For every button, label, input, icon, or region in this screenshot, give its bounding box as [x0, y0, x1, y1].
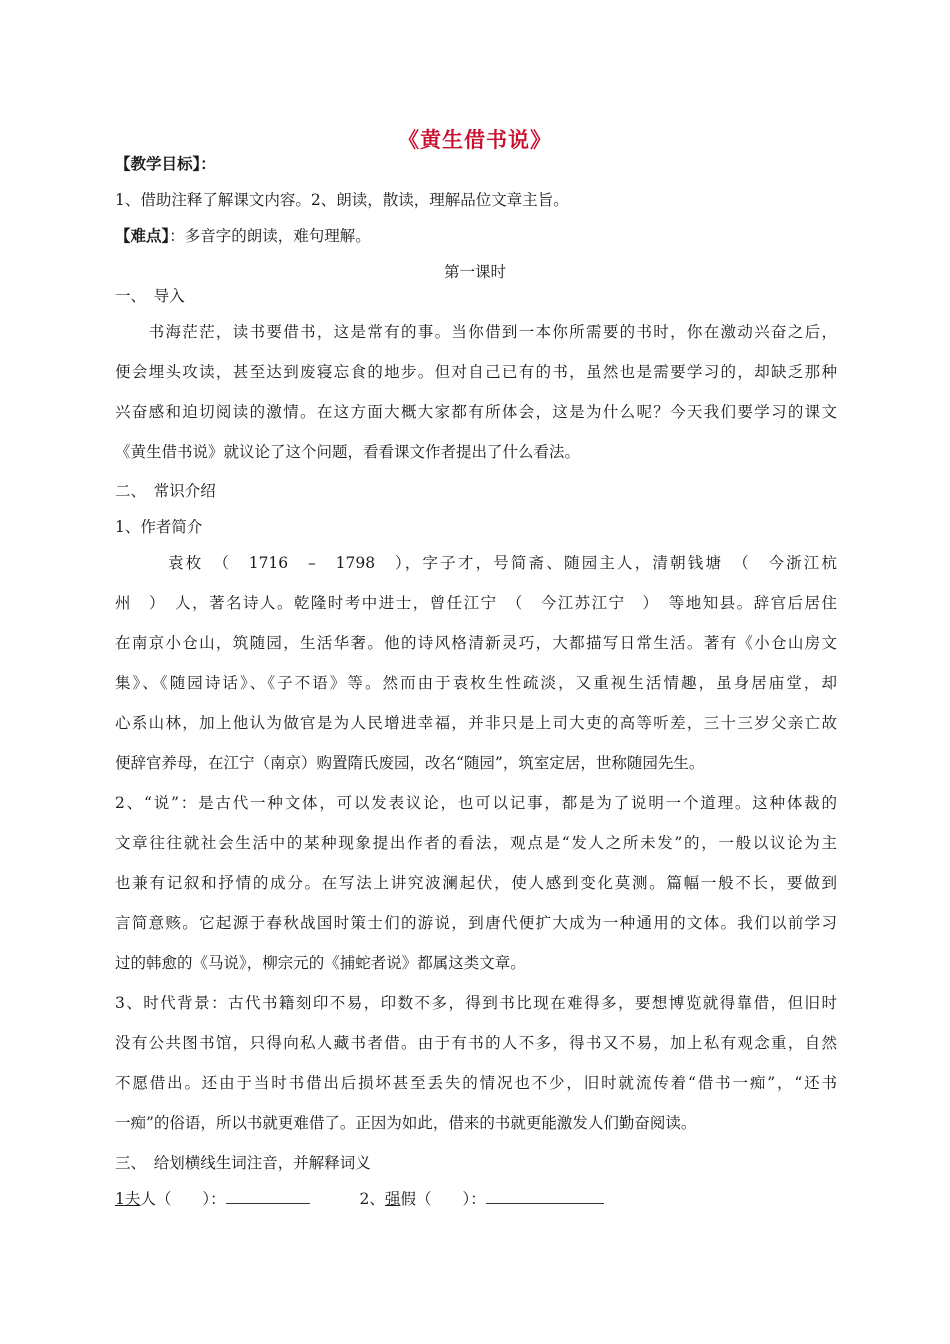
section3-heading: 三、 给划横线生词注音，并解释词义 — [115, 1154, 371, 1172]
vocab-underlined-word: 夫 — [124, 1190, 141, 1208]
intro-line: 《黄生借书说》就议论了这个问题，看看课文作者提出了什么看法。 — [115, 443, 581, 461]
author-line: 州 ） 人，著名诗人。乾隆时考中进士，曾任江宁 （ 今江苏江宁 ） 等地知县。辞官后居住 — [115, 594, 837, 612]
intro-line: 书海茫茫，读书要借书，这是常有的事。当你借到一本你所需要的书时，你在激动兴奋之后， — [115, 323, 837, 341]
answer-blank[interactable] — [226, 1189, 310, 1204]
vocab-word-rest: 人 — [140, 1190, 156, 1208]
vocab-number: 2、 — [359, 1190, 385, 1208]
vocab-pinyin-slot: （ ）： — [415, 1190, 486, 1208]
shuo-line: 也兼有记叙和抒情的成分。在写法上讲究波澜起伏，使人感到变化莫测。篇幅一般不长，要做到 — [115, 874, 837, 892]
objectives-text: 1、借助注释了解课文内容。2、朗读，散读，理解品位文章主旨。 — [115, 191, 569, 209]
section2-heading: 二、 常识介绍 — [115, 482, 216, 500]
shuo-line: 文章往往就社会生活中的某种现象提出作者的看法，观点是“发人之所未发”的，一般以议论为主 — [115, 834, 837, 852]
author-line: 集》、《随园诗话》、《子不语》等。然而由于袁枚生性疏淡，又重视生活情趣，虽身居庙堂，却 — [115, 674, 837, 692]
intro-line: 便会埋头攻读，甚至达到废寝忘食的地步。但对自己已有的书，虽然也是需要学习的，却缺乏那种 — [115, 363, 837, 381]
difficulty-text: ：多音字的朗读，难句理解。 — [169, 227, 371, 245]
objectives-label: 【教学目标】： — [115, 155, 216, 173]
shuo-line: 2、“说”：是古代一种文体，可以发表议论，也可以记事，都是为了说明一个道理。这种体裁的 — [115, 794, 837, 812]
difficulty-line — [115, 225, 837, 247]
background-line: 没有公共图书馆，只得向私人藏书者借。由于有书的人不多，得书又不易，加上私有观念重，自然 — [115, 1034, 837, 1052]
vocab-item-1 — [115, 1190, 315, 1208]
intro-line: 兴奋感和迫切阅读的激情。在这方面大概大家都有所体会，这是为什么呢？今天我们要学习的课文 — [115, 403, 837, 421]
vocab-number: 1 — [115, 1190, 125, 1208]
author-line: 便辞官养母，在江宁（南京）购置隋氏废园，改名“随园”，筑室定居，世称随园先生。 — [115, 754, 705, 772]
document-title: 《黄生借书说》 — [398, 128, 552, 152]
vocab-row — [115, 1188, 837, 1210]
vocab-word-rest: 假 — [400, 1190, 416, 1208]
author-line: 袁枚 （ 1716 – 1798 ），字子才，号简斋、随园主人，清朝钱塘 （ 今浙江杭 — [115, 554, 837, 572]
vocab-underlined-word: 强 — [384, 1190, 401, 1208]
vocab-pinyin-slot: （ ）： — [155, 1190, 226, 1208]
background-line: 不愿借出。还由于当时书借出后损坏甚至丢失的情况也不少，旧时就流传着“借书一痴”，“还书 — [115, 1074, 837, 1092]
author-line: 在南京小仓山，筑随园，生活华奢。他的诗风格清新灵巧，大都描写日常生活。著有《小仓山房文 — [115, 634, 837, 652]
difficulty-label: 【难点】 — [115, 227, 170, 245]
section1-heading: 一、 导入 — [115, 287, 185, 305]
author-line: 心系山林，加上他认为做官是为人民增进幸福，并非只是上司大吏的高等听差，三十三岁父亲亡故 — [115, 714, 837, 732]
author-heading: 1、作者简介 — [115, 518, 203, 536]
background-line: 3、时代背景：古代书籍刻印不易，印数不多，得到书比现在难得多，要想博览就得靠借，但旧时 — [115, 994, 837, 1012]
shuo-line: 言简意赅。它起源于春秋战国时策士们的游说，到唐代便扩大成为一种通用的文体。我们以前学习 — [115, 914, 837, 932]
answer-blank[interactable] — [486, 1189, 604, 1204]
shuo-line: 过的韩愈的《马说》，柳宗元的《捕蛇者说》都属这类文章。 — [115, 954, 526, 972]
background-line: 一痴”的俗语，所以书就更难借了。正因为如此，借来的书就更能激发人们勤奋阅读。 — [115, 1114, 697, 1132]
objectives-line — [115, 153, 837, 175]
lesson-title: 第一课时 — [443, 263, 506, 281]
vocab-item-2 — [360, 1190, 604, 1208]
